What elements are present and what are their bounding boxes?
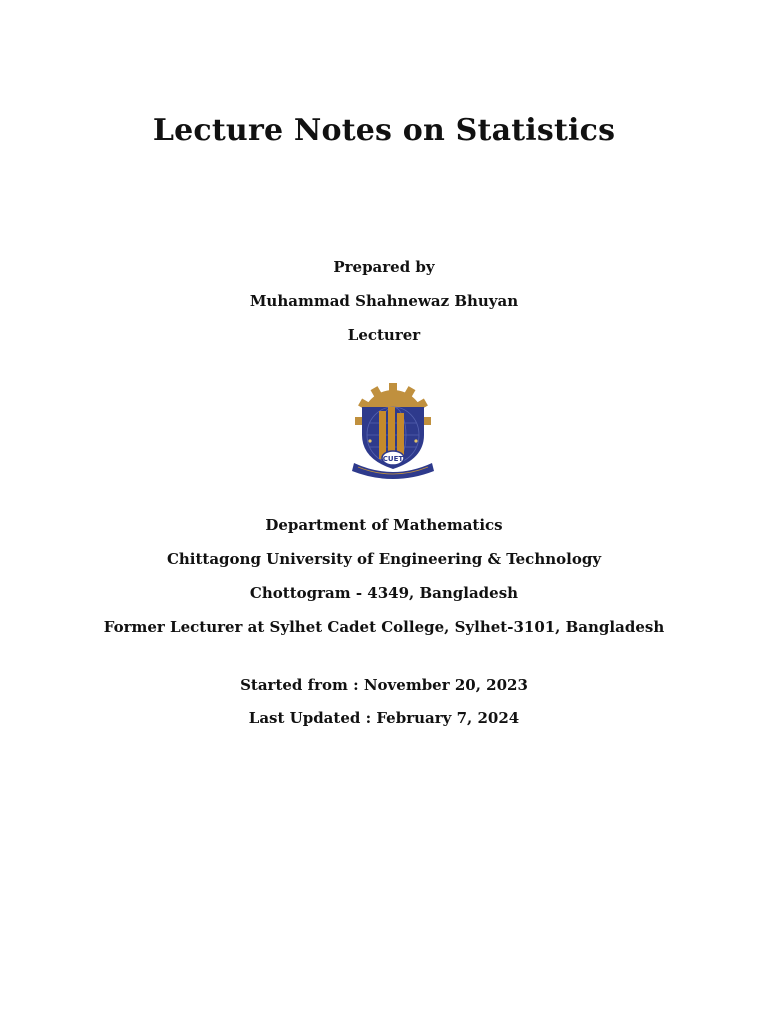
logo-emblem-text: CUET [382, 455, 404, 463]
prepared-by-label: Prepared by [333, 258, 435, 276]
started-from-date: Started from : November 20, 2023 [240, 676, 528, 694]
document-title: Lecture Notes on Statistics [152, 113, 616, 148]
author-position: Lecturer [347, 326, 421, 344]
former-position: Former Lecturer at Sylhet Cadet College, Sylhet-3101, Bangladesh [103, 618, 665, 636]
department: Department of Mathematics [265, 516, 503, 534]
cuet-logo [350, 383, 436, 481]
location: Chottogram - 4349, Bangladesh [249, 584, 519, 602]
author-name: Muhammad Shahnewaz Bhuyan [249, 292, 519, 310]
last-updated-date: Last Updated : February 7, 2024 [248, 709, 520, 727]
university: Chittagong University of Engineering & Technology [166, 550, 602, 568]
